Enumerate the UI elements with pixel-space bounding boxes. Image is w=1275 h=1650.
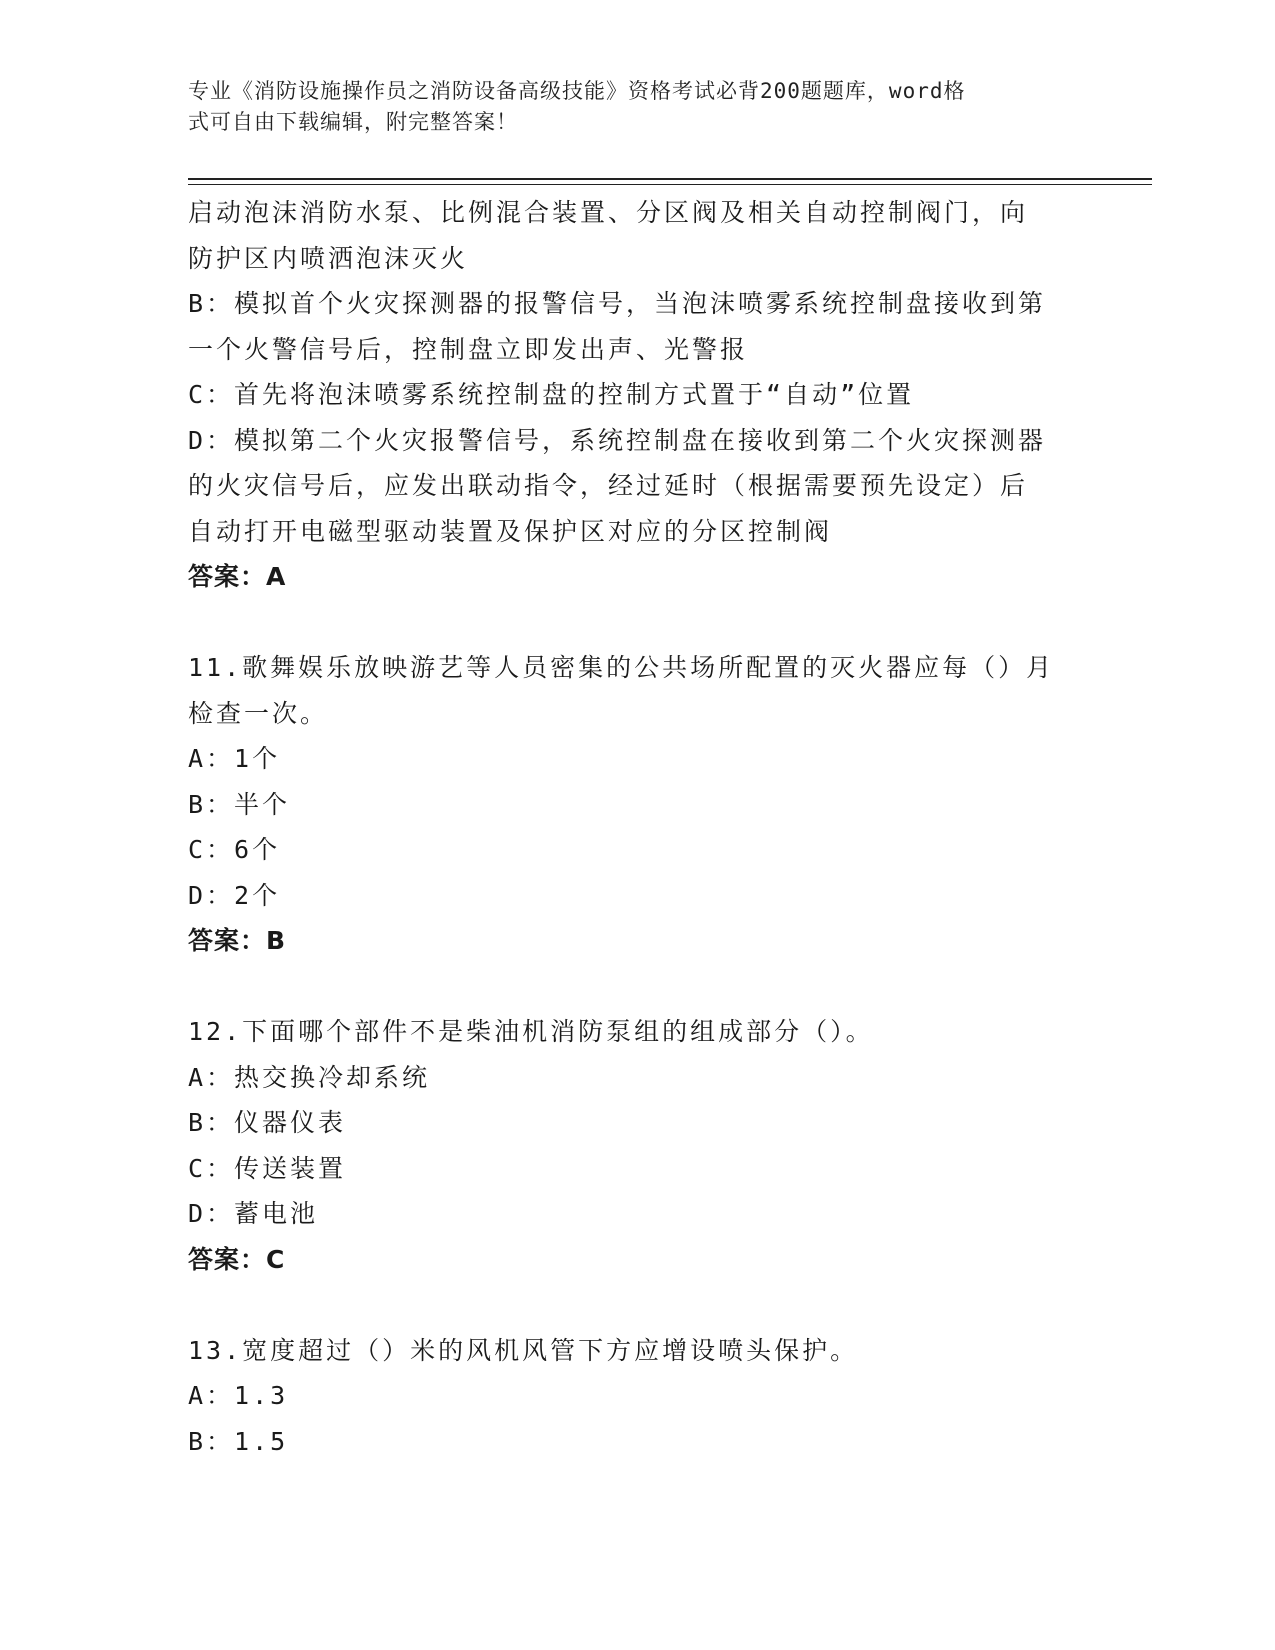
header-rule-thick: [188, 178, 1152, 180]
option-b: B：半个: [188, 789, 291, 819]
option-a: A：1.3: [188, 1381, 289, 1410]
option-a-text: 防护区内喷洒泡沫灭火: [188, 243, 469, 273]
option-b: 一个火警信号后，控制盘立即发出声、光警报: [188, 334, 749, 364]
answer-label: 答案：B: [188, 926, 287, 955]
option-c: C：传送装置: [188, 1153, 347, 1183]
option-a-text: 启动泡沫消防水泵、比例混合装置、分区阀及相关自动控制阀门，向: [188, 198, 1029, 227]
question-stem: 12.下面哪个部件不是柴油机消防泵组的组成部分（）。: [188, 1017, 874, 1046]
spacer: [188, 1282, 1088, 1328]
question-13: [188, 1328, 1088, 1465]
answer-label: 答案：A: [188, 562, 287, 591]
question-11: [188, 645, 1088, 964]
option-b: B：模拟首个火灾探测器的报警信号，当泡沫喷雾系统控制盘接收到第: [188, 289, 1047, 318]
header-rule-thin: [188, 184, 1152, 185]
header-line-1: 专业《消防设施操作员之消防设备高级技能》资格考试必背200题题库，word格: [188, 79, 966, 103]
spacer: [188, 964, 1088, 1010]
option-b: B：1.5: [188, 1426, 289, 1456]
header-line-2: 式可自由下载编辑，附完整答案！: [188, 110, 518, 134]
option-d: 的火灾信号后，应发出联动指令，经过延时（根据需要预先设定）后: [188, 471, 1029, 500]
question-stem: 13.宽度超过（）米的风机风管下方应增设喷头保护。: [188, 1335, 859, 1365]
option-d: D：蓄电池: [188, 1199, 319, 1228]
option-c: C：6个: [188, 835, 281, 864]
question-content: [188, 190, 1088, 1464]
question-stem: 11.歌舞娱乐放映游艺等人员密集的公共场所配置的灭火器应每（）月: [188, 653, 1055, 682]
question-10-continuation: [188, 190, 1088, 600]
option-a: A：1个: [188, 744, 281, 773]
question-12: [188, 1009, 1088, 1282]
spacer: [188, 600, 1088, 646]
answer-label: 答案：C: [188, 1244, 286, 1274]
document-header: [188, 76, 1068, 138]
option-d: D：模拟第二个火灾报警信号，系统控制盘在接收到第二个火灾探测器: [188, 425, 1047, 455]
question-stem: 检查一次。: [188, 698, 329, 728]
option-b: B：仪器仪表: [188, 1108, 347, 1137]
option-d: 自动打开电磁型驱动装置及保护区对应的分区控制阀: [188, 516, 833, 546]
option-d: D：2个: [188, 880, 281, 910]
option-a: A：热交换冷却系统: [188, 1062, 431, 1092]
option-c: C：首先将泡沫喷雾系统控制盘的控制方式置于“自动”位置: [188, 380, 915, 409]
